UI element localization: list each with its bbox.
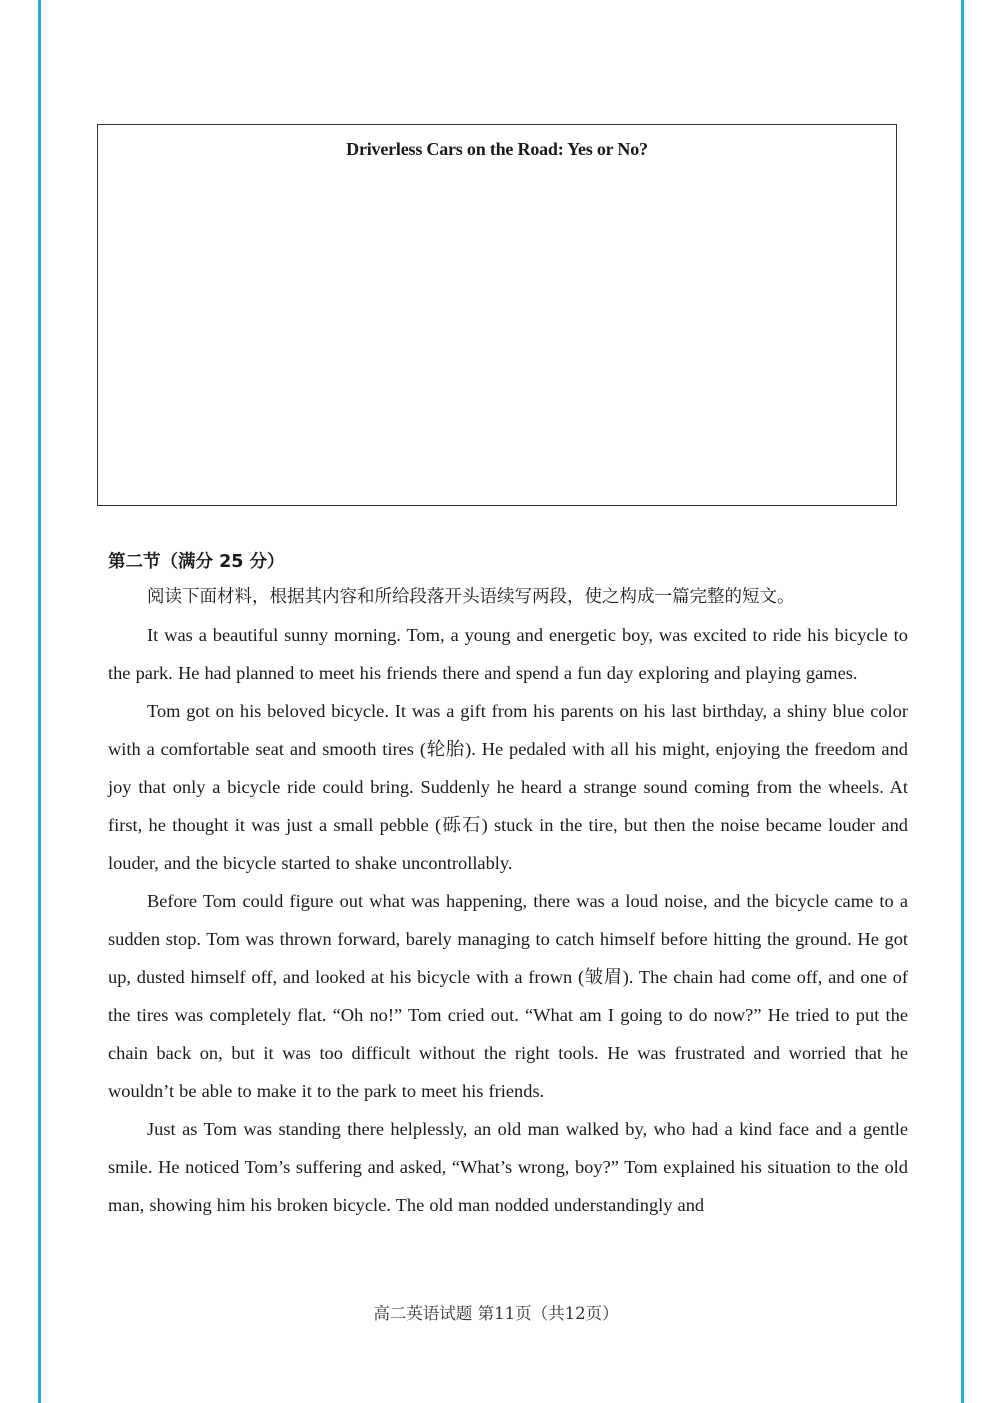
answer-writing-box[interactable] [97, 124, 897, 506]
story-paragraph-3: Before Tom could figure out what was happening, there was a loud noise, and the bicycle came to a sudden stop. Tom was thrown forward, barely managing to catch himself before hitting the ground. He got up, dusted himself off, and looked at his bicycle with a frown (皱眉). The chain had come off, and one of the tires was completely flat. “Oh no!” Tom cried out. “What am I going to do now?” He tried to put the chain back on, but it was too difficult without the right tools. He was frustrated and worried that he wouldn’t be able to make it to the park to meet his friends. [108, 891, 908, 1101]
story-paragraph-4: Just as Tom was standing there helplessly, an old man walked by, who had a kind face and a gentle smile. He noticed Tom’s suffering and asked, “What’s wrong, boy?” Tom explained his situation to the old man, showing him his broken bicycle. The old man nodded understandingly and [108, 1119, 908, 1215]
section-heading: 第二节（满分 25 分） [108, 552, 285, 572]
section-two [108, 546, 908, 1224]
story-paragraph-1: It was a beautiful sunny morning. Tom, a young and energetic boy, was excited to ride his bicycle to the park. He had planned to meet his friends there and spend a fun day exploring and playing games. [108, 625, 908, 683]
page-footer: 高二英语试题 第11页（共12页） [373, 1304, 619, 1323]
story-paragraph-2: Tom got on his beloved bicycle. It was a gift from his parents on his last birthday, a shiny blue color with a comfortable seat and smooth tires (轮胎). He pedaled with all his might, enjoying the freedom and joy that only a bicycle ride could bring. Suddenly he heard a strange sound coming from the wheels. At first, he thought it was just a small pebble (砾石) stuck in the tire, but then the noise became louder and louder, and the bicycle started to shake uncontrollably. [108, 701, 908, 873]
section-instruction: 阅读下面材料，根据其内容和所给段落开头语续写两段，使之构成一篇完整的短文。 [147, 587, 795, 607]
essay-title: Driverless Cars on the Road: Yes or No? [346, 139, 648, 159]
